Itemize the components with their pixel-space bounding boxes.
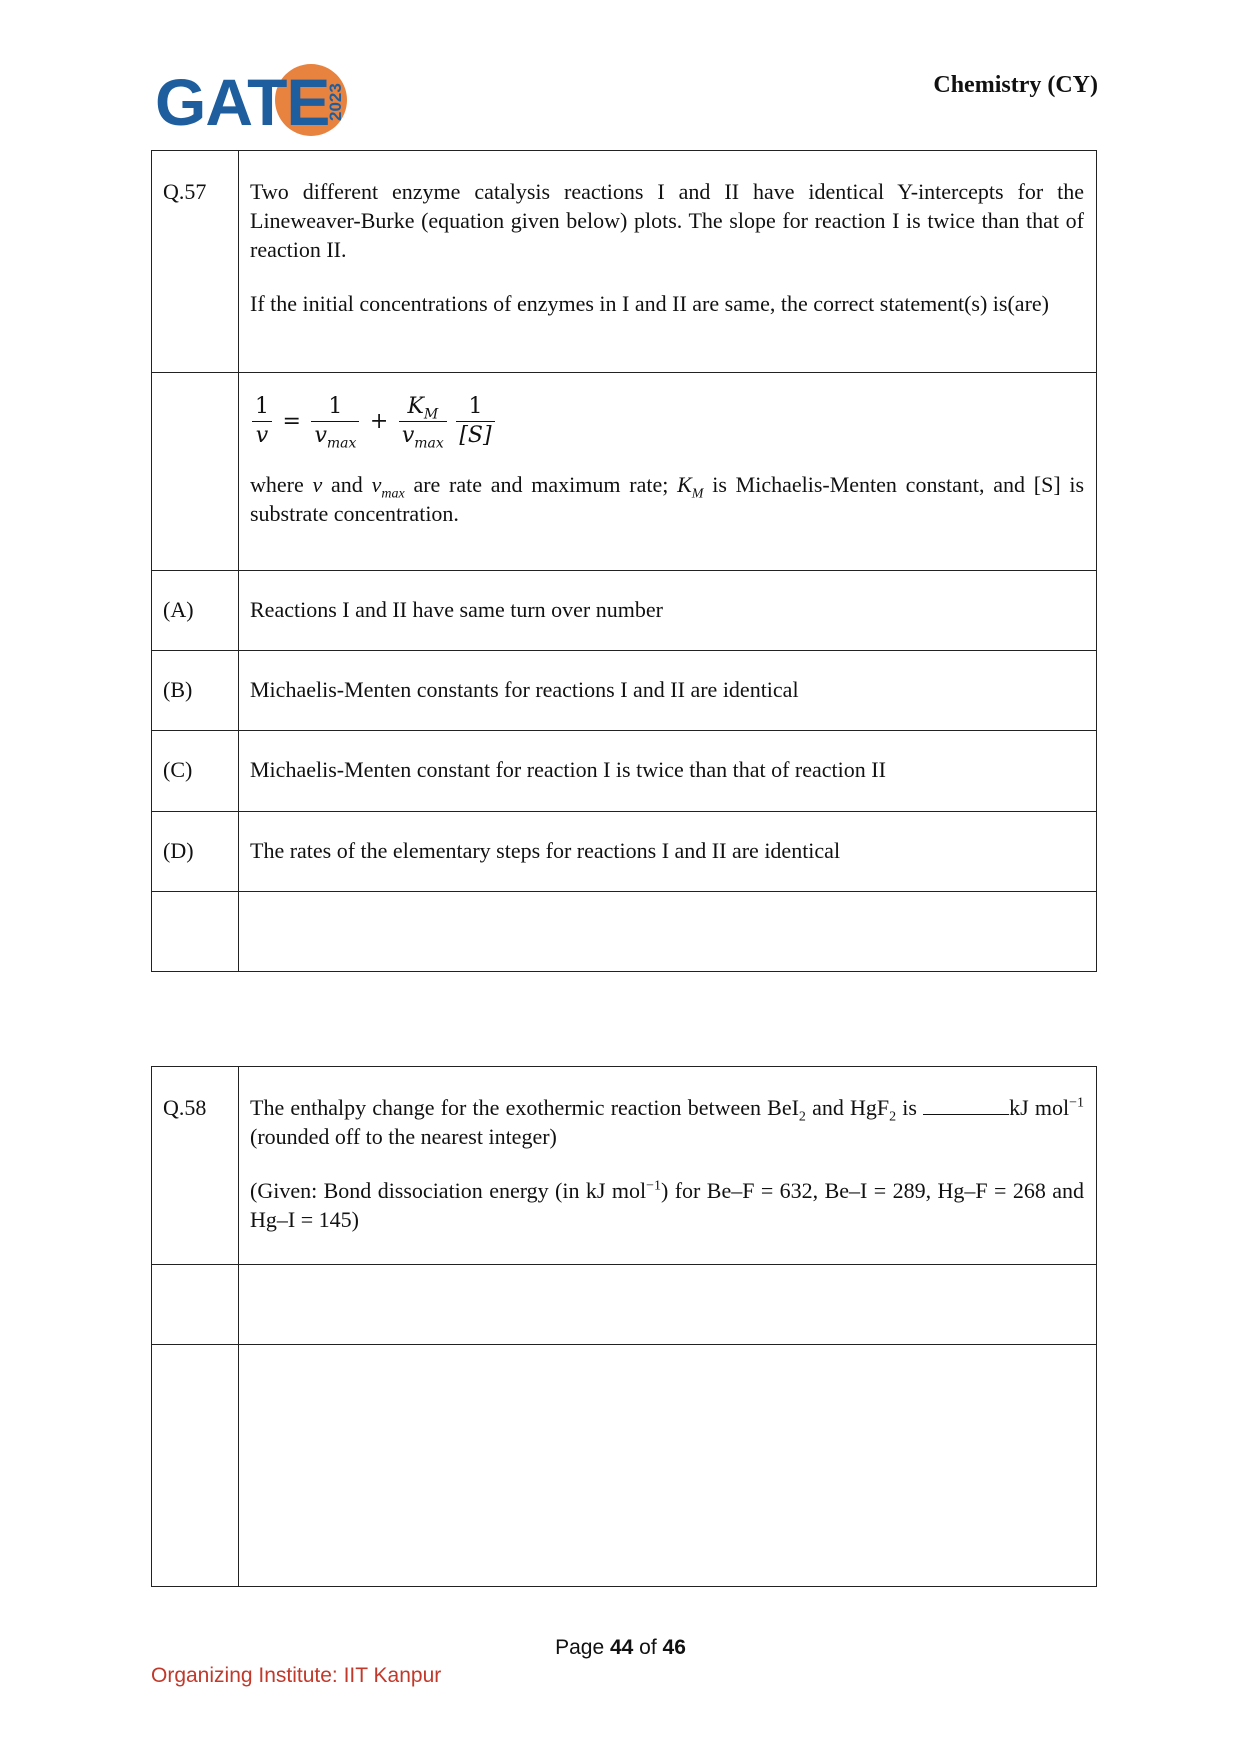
k-symbol: K xyxy=(677,472,692,497)
empty-row xyxy=(152,1265,1097,1345)
max-subscript: max xyxy=(326,435,357,452)
fraction-denominator xyxy=(311,422,359,450)
text-fragment: where xyxy=(250,472,304,497)
question-57-formula-cell xyxy=(239,373,1097,571)
subject-title: Chemistry (CY) xyxy=(933,72,1098,98)
option-row-b xyxy=(152,651,1097,731)
empty-cell xyxy=(239,1265,1097,1345)
fraction-denominator: [S] xyxy=(459,423,492,448)
empty-cell xyxy=(152,1345,239,1587)
formula-explanation xyxy=(250,470,1084,528)
fraction-term3 xyxy=(456,393,494,450)
fraction-numerator: 1 xyxy=(252,393,272,422)
k-symbol: K xyxy=(407,394,424,419)
page-number xyxy=(0,1636,1241,1660)
empty-row xyxy=(152,1345,1097,1587)
question-58-stem xyxy=(239,1067,1097,1265)
empty-cell xyxy=(152,1265,239,1345)
current-page: 44 xyxy=(609,1636,634,1659)
option-label: (A) xyxy=(152,571,239,651)
v-symbol: v xyxy=(371,472,382,497)
text-fragment: is xyxy=(896,1095,917,1120)
question-58-table xyxy=(151,1066,1097,1587)
lineweaver-burk-equation xyxy=(250,393,1084,450)
option-label: (B) xyxy=(152,651,239,731)
option-text: Reactions I and II have same turn over number xyxy=(239,571,1097,651)
question-57-para1: Two different enzyme catalysis reactions I and II have identical Y-intercepts for the Lineweaver-Burke (equation given below) plots. The slope for reaction I is twice than that of reaction II. xyxy=(250,179,1084,262)
option-row-c xyxy=(152,731,1097,812)
question-58-para2 xyxy=(250,1176,1084,1234)
question-number: Q.57 xyxy=(152,151,239,373)
subscript: 2 xyxy=(798,1109,806,1125)
question-57-para2: If the initial concentrations of enzymes in I and II are same, the correct statement(s) is(are) xyxy=(250,291,1049,316)
question-57-stem xyxy=(239,151,1097,373)
subscript: 2 xyxy=(889,1109,897,1125)
text-fragment: (rounded off to the nearest integer) xyxy=(250,1124,557,1149)
max-subscript: max xyxy=(414,435,444,452)
question-number: Q.58 xyxy=(152,1067,239,1265)
fraction-numerator xyxy=(399,393,447,422)
fraction-denominator xyxy=(399,422,447,450)
option-text: Michaelis-Menten constant for reaction I is twice than that of reaction II xyxy=(239,731,1097,812)
m-subscript: M xyxy=(423,406,439,423)
text-fragment: are rate and maximum rate; xyxy=(413,472,669,497)
text-fragment: ) for Be–F = 632, Be–I = 289, Hg–F = 268 and Hg–I = 145) xyxy=(250,1178,1084,1232)
empty-cell xyxy=(239,892,1097,972)
answer-blank xyxy=(923,1096,1009,1115)
organizing-institute: Organizing Institute: IIT Kanpur xyxy=(151,1664,442,1687)
superscript: −1 xyxy=(646,1178,661,1194)
question-58-stem-row xyxy=(152,1067,1097,1265)
fraction-numerator: 1 xyxy=(311,393,359,422)
question-57-formula-row xyxy=(152,373,1097,571)
km-symbol xyxy=(677,472,704,502)
question-57-stem-row xyxy=(152,151,1097,373)
text-fragment: kJ mol xyxy=(1009,1095,1070,1120)
text-fragment: and HgF xyxy=(805,1095,890,1120)
question-57-table xyxy=(151,150,1097,972)
option-label: (C) xyxy=(152,731,239,812)
option-row-d xyxy=(152,812,1097,892)
empty-cell xyxy=(152,892,239,972)
logo-year: 2023 xyxy=(326,83,345,121)
option-text: The rates of the elementary steps for reactions I and II are identical xyxy=(239,812,1097,892)
gate-logo xyxy=(155,60,355,142)
fraction-term1 xyxy=(311,393,359,450)
option-text: Michaelis-Menten constants for reactions I and II are identical xyxy=(239,651,1097,731)
v-symbol: v xyxy=(401,423,415,448)
option-row-a xyxy=(152,571,1097,651)
text-fragment: and xyxy=(331,472,363,497)
equals-sign: = xyxy=(282,409,301,434)
m-subscript: M xyxy=(691,486,704,502)
v-symbol: v xyxy=(312,472,323,497)
text-fragment: The enthalpy change for the exothermic reaction between BeI xyxy=(250,1095,799,1120)
text-fragment: (Given: Bond dissociation energy (in kJ mol xyxy=(250,1178,647,1203)
superscript: −1 xyxy=(1069,1095,1085,1111)
fraction-numerator: 1 xyxy=(456,393,494,422)
option-label: (D) xyxy=(152,812,239,892)
text-fragment: Page xyxy=(555,1636,610,1659)
text-fragment: of xyxy=(633,1636,663,1659)
question-58-para1 xyxy=(250,1093,1084,1151)
text-fragment: is Michaelis-Menten constant, and [S] is substrate concentration. xyxy=(250,472,1085,526)
total-pages: 46 xyxy=(662,1636,686,1659)
v-symbol: v xyxy=(314,423,327,448)
vmax-symbol xyxy=(371,472,405,502)
fraction-lhs xyxy=(252,393,272,450)
max-subscript: max xyxy=(381,486,405,502)
plus-sign: + xyxy=(369,409,389,434)
fraction-term2 xyxy=(399,393,447,450)
logo-text: GATE xyxy=(155,65,330,139)
empty-cell xyxy=(152,373,239,571)
empty-cell xyxy=(239,1345,1097,1587)
fraction-denominator: v xyxy=(255,423,269,448)
empty-row xyxy=(152,892,1097,972)
